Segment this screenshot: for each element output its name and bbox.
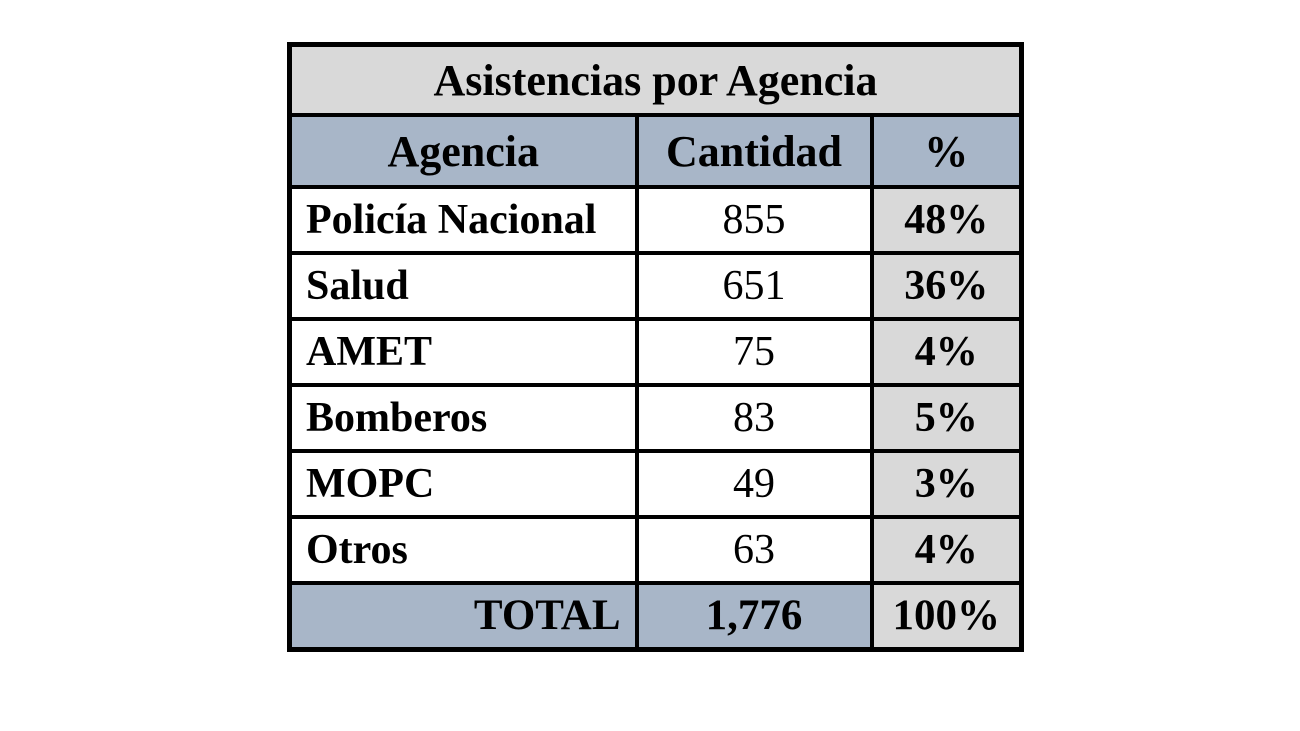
agency-name-cell: Salud xyxy=(290,253,637,319)
total-row xyxy=(290,583,1022,649)
table-row xyxy=(290,385,1022,451)
agency-name-cell: Bomberos xyxy=(290,385,637,451)
agency-name-cell: Policía Nacional xyxy=(290,187,637,253)
column-header-agencia: Agencia xyxy=(290,115,637,187)
table-header-row xyxy=(290,115,1022,187)
table-title: Asistencias por Agencia xyxy=(290,45,1022,116)
agency-name-cell: Otros xyxy=(290,517,637,583)
column-header-cantidad: Cantidad xyxy=(637,115,872,187)
cantidad-cell: 49 xyxy=(637,451,872,517)
table-row xyxy=(290,319,1022,385)
percent-cell: 3% xyxy=(872,451,1022,517)
table-row xyxy=(290,253,1022,319)
total-label-cell: TOTAL xyxy=(290,583,637,649)
cantidad-cell: 75 xyxy=(637,319,872,385)
percent-cell: 5% xyxy=(872,385,1022,451)
asistencias-por-agencia-table xyxy=(287,42,1024,652)
agency-name-cell: MOPC xyxy=(290,451,637,517)
total-cantidad-cell: 1,776 xyxy=(637,583,872,649)
table-title-row xyxy=(290,45,1022,116)
table-row xyxy=(290,517,1022,583)
cantidad-cell: 63 xyxy=(637,517,872,583)
agency-name-cell: AMET xyxy=(290,319,637,385)
total-percent-cell: 100% xyxy=(872,583,1022,649)
cantidad-cell: 855 xyxy=(637,187,872,253)
table-row xyxy=(290,451,1022,517)
percent-cell: 4% xyxy=(872,517,1022,583)
percent-cell: 36% xyxy=(872,253,1022,319)
percent-cell: 4% xyxy=(872,319,1022,385)
column-header-percent: % xyxy=(872,115,1022,187)
percent-cell: 48% xyxy=(872,187,1022,253)
table-row xyxy=(290,187,1022,253)
cantidad-cell: 83 xyxy=(637,385,872,451)
cantidad-cell: 651 xyxy=(637,253,872,319)
